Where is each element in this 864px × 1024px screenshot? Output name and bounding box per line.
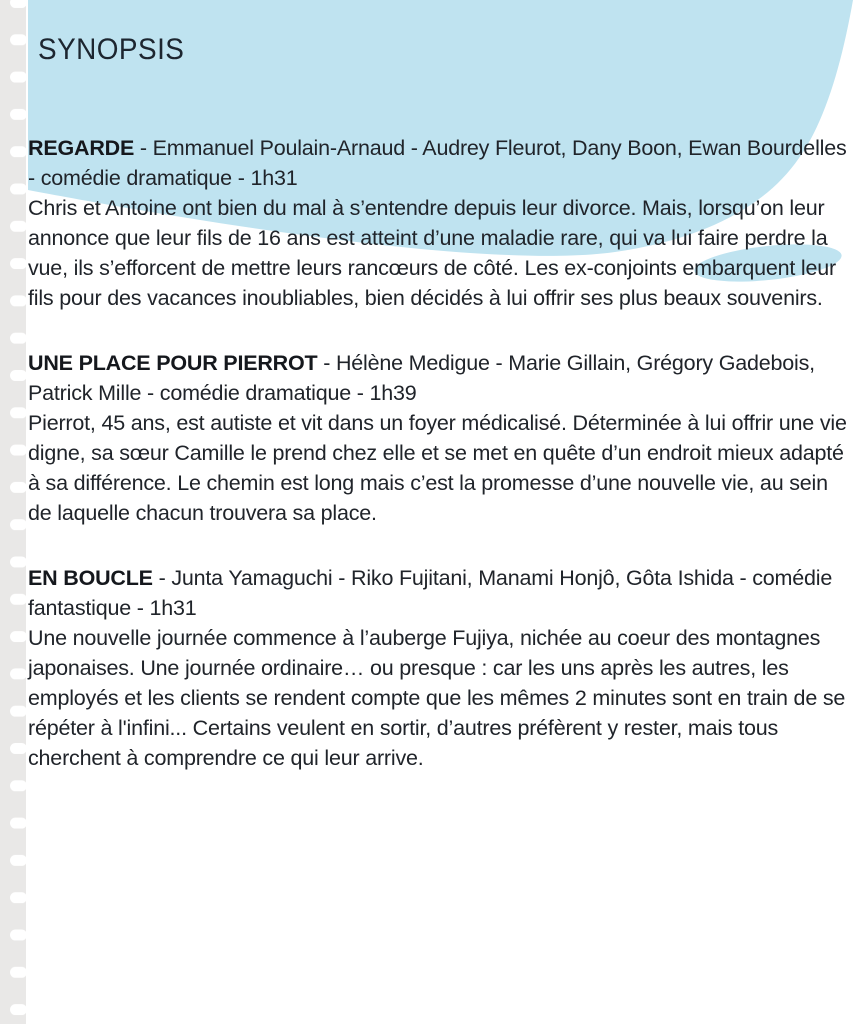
film-title: EN BOUCLE (28, 566, 153, 590)
film-strip-holes (0, 0, 28, 1024)
film-heading (28, 133, 849, 193)
film-credits: - Junta Yamaguchi - Riko Fujitani, Manami Honjô, Gôta Ishida - comédie fantastique - 1h31 (28, 566, 833, 620)
film-strip-decoration (0, 0, 28, 1024)
film-credits: - Emmanuel Poulain-Arnaud - Audrey Fleurot, Dany Boon, Ewan Bourdelles - comédie dramatique - 1h31 (28, 136, 847, 190)
film-title: UNE PLACE POUR PIERROT (28, 351, 318, 375)
film-synopsis: Chris et Antoine ont bien du mal à s’entendre depuis leur divorce. Mais, lorsqu’on leur annonce que leur fils de 16 ans est atteint d’une maladie rare, qui va lui faire perdre la vue, ils s’efforcent de mettre leurs rancœurs de côté. Les ex-conjoints embarquent leur fils pour des vacances inoubliables, bien décidés à lui offrir ses plus beaux souvenirs. (28, 196, 836, 310)
film-heading (28, 348, 849, 408)
film-synopsis: Pierrot, 45 ans, est autiste et vit dans un foyer médicalisé. Déterminée à lui offrir une vie digne, sa sœur Camille le prend chez elle et se met en quête d’un endroit mieux adapté à sa différence. Le chemin est long mais c’est la promesse d’une nouvelle vie, au sein de laquelle chacun trouvera sa place. (28, 411, 847, 525)
film-credits: - Hélène Medigue - Marie Gillain, Grégory Gadebois, Patrick Mille - comédie dramatique - 1h39 (28, 351, 815, 405)
films-list (28, 133, 849, 773)
page-title: SYNOPSIS (38, 33, 185, 66)
film-block-regarde (28, 133, 849, 313)
film-synopsis: Une nouvelle journée commence à l’auberge Fujiya, nichée au coeur des montagnes japonaises. Une journée ordinaire… ou presque : car les uns après les autres, les employés et les clients se rendent compte que les mêmes 2 minutes sont en train de se répéter à l'infini... Certains veulent en sortir, d’autres préfèrent y rester, mais tous cherchent à comprendre ce qui leur arrive. (28, 626, 846, 770)
film-heading (28, 563, 849, 623)
film-block-une-place-pour-pierrot (28, 348, 849, 528)
film-title: REGARDE (28, 136, 135, 160)
film-block-en-boucle (28, 563, 849, 773)
